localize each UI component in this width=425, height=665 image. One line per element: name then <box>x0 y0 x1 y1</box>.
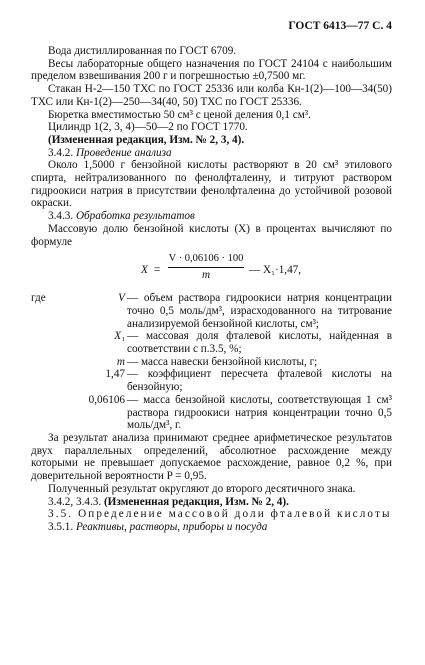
formula-lhs: X <box>141 264 148 277</box>
legend-symbol: X₁ <box>114 330 125 343</box>
legend-text: — массовая доля фталевой кислоты, найденная в соответствии с п.3.5, %; <box>127 330 392 356</box>
para-rounding: Полученный результат округляют до второго десятичного знака. <box>48 482 356 495</box>
section-title: Проведение анализа <box>75 146 172 159</box>
legend-symbol: 0,06106 <box>88 393 125 406</box>
amendment-note-1: (Измененная редакция, Изм. № 2, 3, 4). <box>48 133 245 146</box>
formula <box>31 253 392 287</box>
legend-symbol: 1,47 <box>105 368 125 381</box>
para-result: За результат анализа принимают среднее арифметическое результатов двух параллельных определений, абсолютное расхождение между которыми не превышает допускаемое расхождение, равное 0,2 %, при доверительной вероятности P = 0,95. <box>31 431 392 483</box>
formula-tail: — X₁·1,47, <box>249 264 302 277</box>
section-title: Обработка результатов <box>75 210 195 223</box>
section-3-5-heading: 3.5. Определение массовой доли фталевой кислоты <box>48 508 392 521</box>
legend-symbol: V <box>118 292 125 305</box>
section-number: 3.4.3. <box>48 210 76 223</box>
page-header: ГОСТ 6413—77 С. 4 <box>288 20 392 32</box>
para-glassware: Стакан Н-2—150 ТХС по ГОСТ 25336 или колба Кн-1(2)—100—34(50) ТХС или Кн-1(2)—250—34(40, 50) ТХС по ГОСТ 25336. <box>31 83 392 108</box>
amendment-sections: 3.4.2, 3.4.3. <box>48 495 104 508</box>
section-number: 3.5.1. <box>48 520 76 533</box>
para-scales: Весы лабораторные общего назначения по ГОСТ 24104 с наибольшим пределом взвешивания 200 г и погрешностью ±0,7500 мг. <box>31 57 392 83</box>
fraction-bar <box>168 267 244 268</box>
document-body <box>31 45 392 534</box>
legend-text: — масса навески бензойной кислоты, г; <box>127 355 318 368</box>
formula-denominator: m <box>201 268 211 281</box>
amendment-note-2 <box>31 496 392 509</box>
para-burette: Бюретка вместимостью 50 см³ с ценой деления 0,1 см³. <box>48 108 311 121</box>
para-calculation: Массовую долю бензойной кислоты (X) в процентах вычисляют по формуле <box>31 222 392 248</box>
formula-legend <box>31 292 392 432</box>
legend-spacer <box>31 330 65 355</box>
section-number: 3.4.2. <box>48 146 76 159</box>
legend-spacer <box>31 368 65 393</box>
formula-fraction <box>168 253 244 281</box>
section-3-4-3-heading <box>31 210 392 223</box>
para-cylinder: Цилиндр 1(2, 3, 4)—50—2 по ГОСТ 1770. <box>48 121 248 134</box>
para-water: Вода дистиллированная по ГОСТ 6709. <box>48 45 237 57</box>
section-title: Реактивы, растворы, приборы и посуда <box>75 520 268 533</box>
section-3-5-1-heading <box>31 521 392 534</box>
section-3-4-2-heading <box>31 147 392 160</box>
formula-numerator: V · 0,06106 · 100 <box>168 253 244 265</box>
legend-text: — масса бензойной кислоты, соответствующая 1 см³ раствора гидроокиси натрия концентрации точно 0,5 моль/дм³, г. <box>127 393 392 432</box>
para-analysis: Около 1,5000 г бензойной кислоты растворяют в 20 см³ этилового спирта, нейтрализованного по фенолфталеину, и титруют раствором гидроокиси натрия в присутствии фенолфталеина до устойчивой розовой окраски. <box>31 159 392 210</box>
legend-text: — коэффициент пересчета фталевой кислоты на бензойную; <box>127 368 392 394</box>
legend-symbol: m <box>116 355 125 368</box>
legend-spacer <box>31 356 65 369</box>
where-label: где <box>31 292 46 305</box>
legend-text: — объем раствора гидроокиси натрия концентрации точно 0,5 моль/дм³, израсходованного на титрование анализируемой бензойной кислоты, см³; <box>127 292 392 330</box>
formula-equals: = <box>154 264 161 277</box>
legend-spacer <box>31 394 65 432</box>
amendment-text: (Измененная редакция, Изм. № 2, 4). <box>103 495 289 508</box>
